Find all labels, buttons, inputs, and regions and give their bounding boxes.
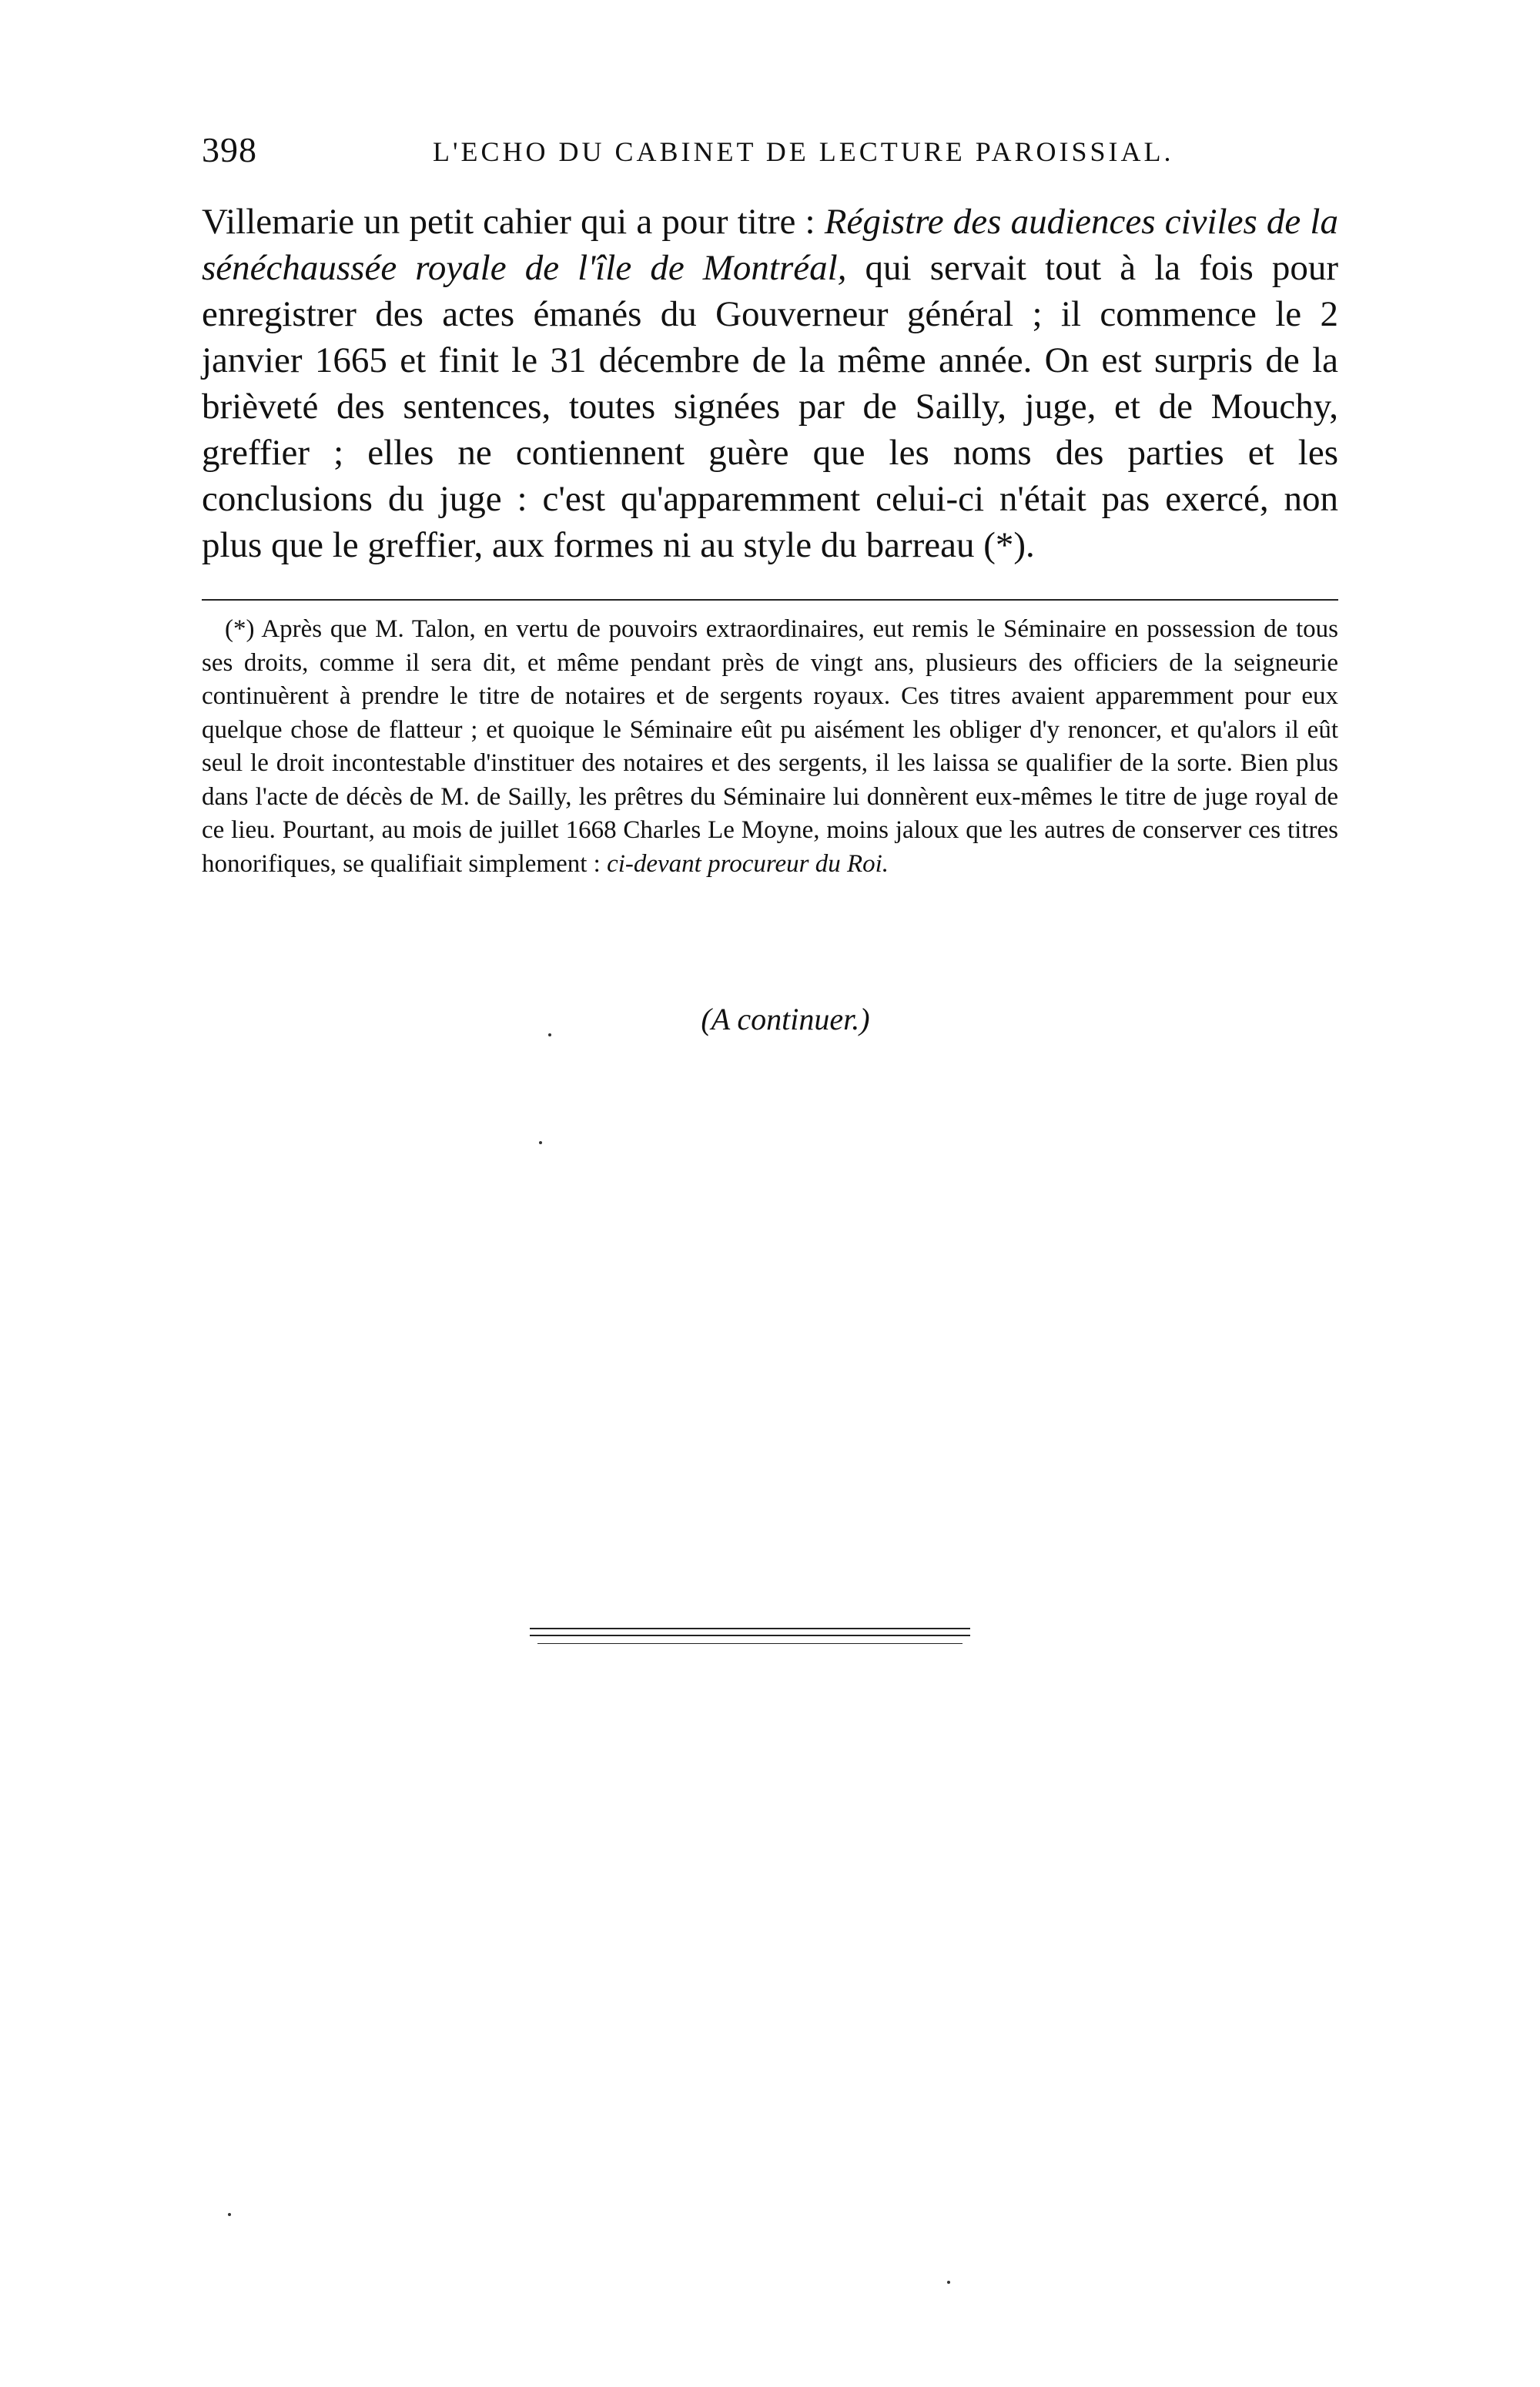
print-speck bbox=[228, 2213, 231, 2216]
footnote-separator bbox=[202, 599, 1338, 601]
footnote bbox=[202, 613, 1338, 881]
end-rule-bottom bbox=[537, 1643, 962, 1644]
continuation-text: (A continuer.) bbox=[701, 1002, 870, 1036]
body-text-part1: Villemarie un petit cahier qui a pour titre : bbox=[202, 202, 825, 242]
page-header bbox=[202, 129, 1338, 176]
print-speck bbox=[548, 1033, 551, 1036]
print-speck bbox=[947, 2281, 950, 2284]
footnote-italic-end: ci-devant procureur du Roi. bbox=[607, 849, 889, 878]
end-rule-top bbox=[530, 1628, 970, 1629]
print-speck bbox=[539, 1141, 542, 1144]
register-title: Régistre des audiences civiles de la sénéchaussée royale de l'île de Montréal, bbox=[202, 202, 1338, 288]
body-text-part2: qui servait tout à la fois pour enregistrer des actes émanés du Gouverneur général ; il commence le 2 janvier 1665 et finit le 31 décembre de la même année. On est surpris de la brièveté des sentences, toutes signées par de Sailly, juge, et de Mouchy, greffier ; elles ne contiennent guère que les noms des parties et les conclusions du juge : c'est qu'apparemment celui-ci n'était pas exercé, non plus que le greffier, aux formes ni au style du barreau (*). bbox=[202, 248, 1338, 565]
continuation-note bbox=[0, 1001, 1540, 1037]
running-title: L'ECHO DU CABINET DE LECTURE PAROISSIAL. bbox=[433, 136, 1174, 167]
page-number: 398 bbox=[202, 130, 257, 169]
footnote-text: (*) Après que M. Talon, en vertu de pouvoirs extraordinaires, eut remis le Séminaire en possession de tous ses droits, comme il sera dit, et même pendant près de vingt ans, plusieurs des officiers de la seigneurie continuèrent à prendre le titre de notaires et de sergents royaux. Ces titres avaient apparemment pour eux quelque chose de flatteur ; et quoique le Séminaire eût pu aisément les obliger d'y renoncer, et qu'alors il eût seul le droit incontestable d'instituer des notaires et des sergents, il les laissa se qualifier de la sorte. Bien plus dans l'acte de décès de M. de Sailly, les prêtres du Séminaire lui donnèrent eux-mêmes le titre de juge royal de ce lieu. Pourtant, au mois de juillet 1668 Charles Le Moyne, moins jaloux que les autres de conserver ces titres honorifiques, se qualifiait simplement : bbox=[202, 615, 1338, 878]
end-rule-middle bbox=[530, 1635, 970, 1636]
body-paragraph bbox=[202, 199, 1338, 568]
